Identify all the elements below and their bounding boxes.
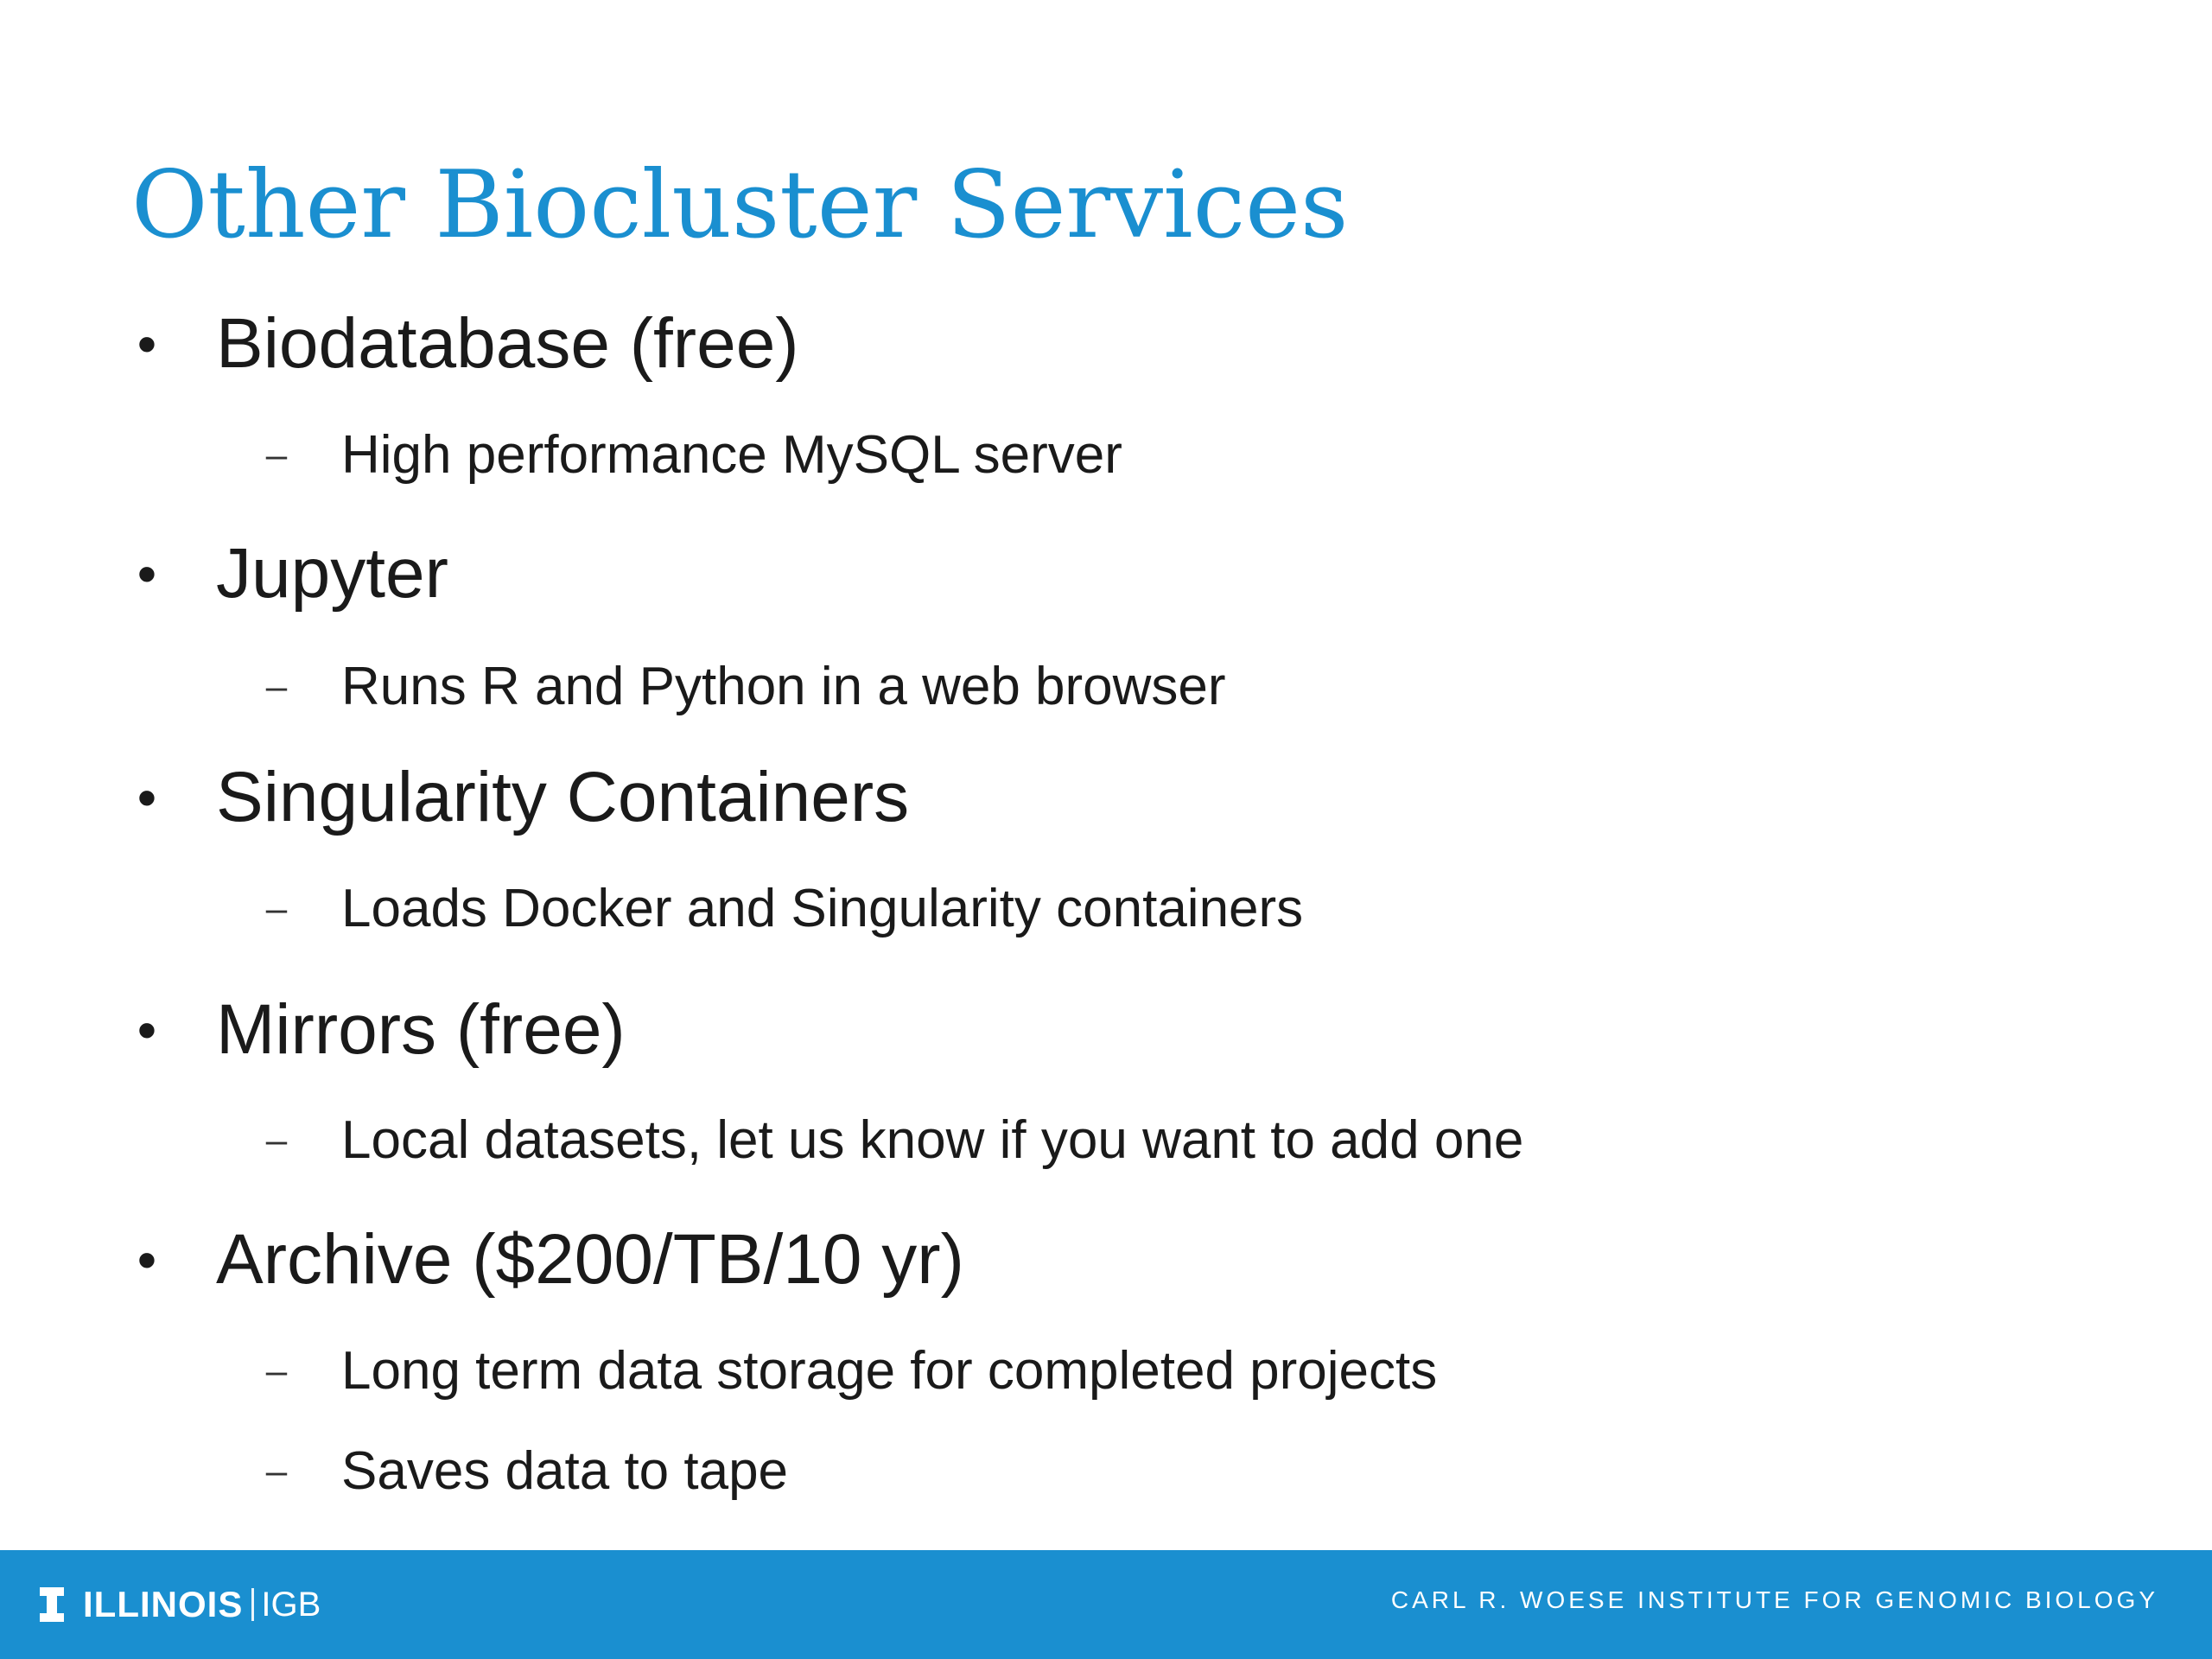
bullet-text: Archive ($200/TB/10 yr) [216, 1220, 964, 1299]
bullet-text: Singularity Containers [216, 758, 910, 836]
bullet-text: Mirrors (free) [216, 990, 626, 1069]
bullet-icon: • [137, 543, 157, 605]
bullet-text: Biodatabase (free) [216, 304, 799, 383]
sub-bullet-text: Long term data storage for completed projects [341, 1341, 1438, 1401]
dash-icon: – [265, 1119, 288, 1161]
dash-icon: – [265, 887, 288, 930]
sub-bullet-text: High performance MySQL server [341, 425, 1122, 485]
bullet-icon: • [137, 1229, 157, 1291]
logo-divider [251, 1588, 254, 1621]
logo-text: ILLINOIS [83, 1584, 244, 1624]
sub-bullet-text: Loads Docker and Singularity containers [341, 879, 1304, 938]
sub-bullet-text: Saves data to tape [341, 1441, 789, 1501]
sub-bullet-text: Local datasets, let us know if you want to add one [341, 1110, 1524, 1170]
logo-suffix: IGB [261, 1585, 321, 1624]
dash-icon: – [265, 665, 288, 708]
block-i-icon [38, 1586, 66, 1624]
slide-title: Other Biocluster Services [131, 151, 1349, 259]
dash-icon: – [265, 1350, 288, 1392]
illinois-igb-logo [38, 1581, 321, 1628]
dash-icon: – [265, 1450, 288, 1492]
bullet-icon: • [137, 313, 157, 375]
institute-name: CARL R. WOESE INSTITUTE FOR GENOMIC BIOLOGY [1390, 1586, 2158, 1613]
bullet-text: Jupyter [216, 534, 448, 613]
bullet-icon: • [137, 766, 157, 829]
sub-bullet-text: Runs R and Python in a web browser [341, 657, 1226, 716]
footer-bar [0, 1550, 2212, 1659]
dash-icon: – [265, 434, 288, 476]
bullet-icon: • [137, 999, 157, 1061]
